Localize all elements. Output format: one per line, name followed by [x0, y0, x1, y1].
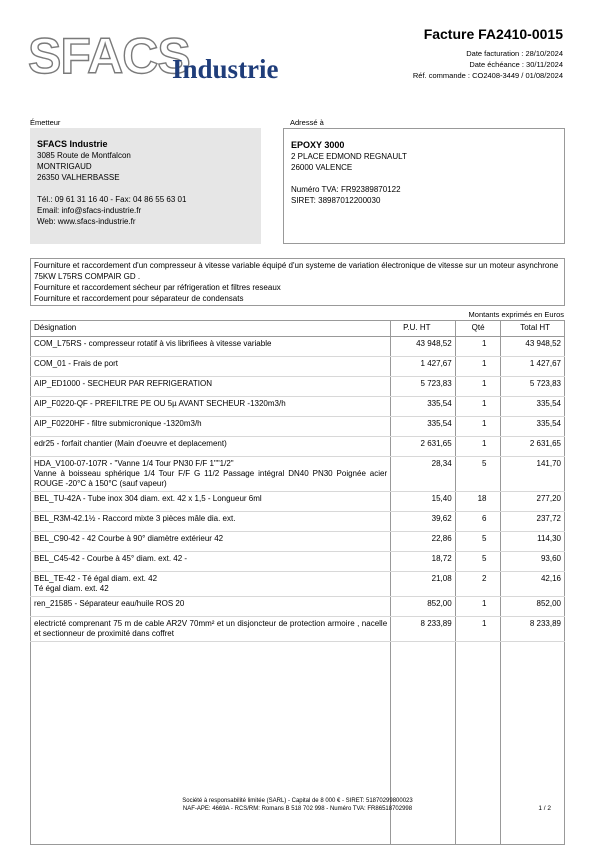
cell-quantity: 1 — [455, 337, 501, 357]
legal-footer — [0, 797, 595, 813]
cell-quantity: 2 — [455, 572, 501, 597]
table-row — [31, 512, 565, 532]
emetteur-box — [30, 128, 261, 244]
cell-quantity: 5 — [455, 532, 501, 552]
invoice-title: Facture FA2410-0015 — [423, 26, 563, 42]
table-row — [31, 492, 565, 512]
destinataire-label: Adressé à — [290, 118, 324, 127]
cell-total: 141,70 — [501, 457, 565, 492]
cell-designation: COM_L75RS - compresseur rotatif à vis librifiees à vitesse variable — [31, 337, 391, 357]
cell-designation: BEL_C90-42 - 42 Courbe à 90° diamètre extérieur 42 — [31, 532, 391, 552]
table-row — [31, 437, 565, 457]
emetteur-name: SFACS Industrie — [37, 139, 108, 149]
cell-unit-price: 39,62 — [391, 512, 456, 532]
table-row — [31, 357, 565, 377]
table-row — [31, 617, 565, 642]
cell-unit-price: 8 233,89 — [391, 617, 456, 642]
table-filler-row — [31, 642, 565, 845]
items-table — [30, 320, 565, 845]
cell-unit-price: 335,54 — [391, 417, 456, 437]
table-row — [31, 552, 565, 572]
cell-total: 93,60 — [501, 552, 565, 572]
cell-quantity: 1 — [455, 357, 501, 377]
cell-designation: BEL_TE-42 - Té égal diam. ext. 42 Té égal diam. ext. 42 — [31, 572, 391, 597]
table-row — [31, 597, 565, 617]
cell-quantity: 1 — [455, 597, 501, 617]
ref-commande: Réf. commande : CO2408-3449 / 01/08/2024 — [412, 71, 563, 80]
table-row — [31, 397, 565, 417]
cell-designation: AIP_F0220-QF - PREFILTRE PE OU 5µ AVANT SECHEUR -1320m3/h — [31, 397, 391, 417]
cell-designation: BEL_C45-42 - Courbe à 45° diam. ext. 42 - — [31, 552, 391, 572]
page-number: 1 / 2 — [538, 805, 551, 812]
cell-total: 237,72 — [501, 512, 565, 532]
cell-designation: COM_01 - Frais de port — [31, 357, 391, 377]
cell-quantity: 1 — [455, 397, 501, 417]
cell-total: 852,00 — [501, 597, 565, 617]
invoice-description — [30, 258, 565, 306]
cell-unit-price: 5 723,83 — [391, 377, 456, 397]
cell-unit-price: 18,72 — [391, 552, 456, 572]
table-row — [31, 457, 565, 492]
cell-quantity: 1 — [455, 437, 501, 457]
cell-designation: AIP_ED1000 - SECHEUR PAR REFRIGERATION — [31, 377, 391, 397]
destinataire-address-1: 2 PLACE EDMOND REGNAULT — [291, 152, 407, 161]
cell-designation: electricté comprenant 75 m de cable AR2V 70mm² et un disjoncteur de protection armoire , nacelle et sectionneur de proximité dans coffret — [31, 617, 391, 642]
header-total: Total HT — [501, 321, 565, 337]
cell-unit-price: 1 427,67 — [391, 357, 456, 377]
description-line-1: Fourniture et raccordement d'un compresseur à vitesse variable équipé d'un systeme de variation électronique de vitesse sur un moteur asynchrone 75KW L75RS COMPAIR GD . — [34, 261, 559, 281]
cell-unit-price: 43 948,52 — [391, 337, 456, 357]
header-designation: Désignation — [31, 321, 391, 337]
emetteur-web: Web: www.sfacs-industrie.fr — [37, 217, 136, 226]
cell-unit-price: 15,40 — [391, 492, 456, 512]
cell-designation: AIP_F0220HF - filtre submicronique -1320m3/h — [31, 417, 391, 437]
cell-unit-price: 28,34 — [391, 457, 456, 492]
table-row — [31, 572, 565, 597]
description-line-3: Fourniture et raccordement pour séparateur de condensats — [34, 294, 244, 303]
cell-designation: edr25 - forfait chantier (Main d'oeuvre et deplacement) — [31, 437, 391, 457]
cell-unit-price: 335,54 — [391, 397, 456, 417]
filler-cell — [391, 642, 456, 845]
table-row — [31, 532, 565, 552]
cell-total: 335,54 — [501, 417, 565, 437]
emetteur-phone: Tél.: 09 61 31 16 40 - Fax: 04 86 55 63 01 — [37, 195, 187, 204]
table-row — [31, 377, 565, 397]
cell-quantity: 1 — [455, 617, 501, 642]
destinataire-tva: Numéro TVA: FR92389870122 — [291, 185, 401, 194]
cell-total: 43 948,52 — [501, 337, 565, 357]
cell-unit-price: 22,86 — [391, 532, 456, 552]
emetteur-email: Email: info@sfacs-industrie.fr — [37, 206, 142, 215]
destinataire-name: EPOXY 3000 — [291, 140, 345, 150]
cell-designation: ren_21585 - Séparateur eau/huile ROS 20 — [31, 597, 391, 617]
cell-quantity: 18 — [455, 492, 501, 512]
header-qte: Qté — [455, 321, 501, 337]
cell-total: 2 631,65 — [501, 437, 565, 457]
footer-line-1: Société à responsabilité limitée (SARL) - Capital de 8 000 € - SIRET: 51870299800023 — [182, 798, 413, 804]
filler-cell — [31, 642, 391, 845]
cell-total: 42,16 — [501, 572, 565, 597]
emetteur-label: Émetteur — [30, 118, 61, 127]
cell-quantity: 6 — [455, 512, 501, 532]
filler-cell — [455, 642, 501, 845]
cell-total: 277,20 — [501, 492, 565, 512]
cell-total: 8 233,89 — [501, 617, 565, 642]
invoice-meta — [413, 48, 563, 81]
emetteur-spacer — [37, 183, 254, 194]
date-echeance: Date échéance : 30/11/2024 — [469, 60, 563, 69]
cell-quantity: 1 — [455, 417, 501, 437]
table-header-row — [31, 321, 565, 337]
emetteur-address-2: MONTRIGAUD — [37, 162, 92, 171]
logo-sub-text: Industrie — [172, 54, 279, 84]
header-pu: P.U. HT — [391, 321, 456, 337]
cell-unit-price: 2 631,65 — [391, 437, 456, 457]
description-line-2: Fourniture et raccordement sécheur par réfrigeration et filtres reseaux — [34, 283, 281, 292]
cell-quantity: 1 — [455, 377, 501, 397]
emetteur-address-3: 26350 VALHERBASSE — [37, 173, 120, 182]
destinataire-box — [283, 128, 565, 244]
cell-quantity: 5 — [455, 457, 501, 492]
cell-designation: HDA_V100-07-107R - "Vanne 1/4 Tour PN30 F/F 1""1/2" Vanne à boisseau sphérique 1/4 Tour F/F G 11/2 Passage intégral DN40 PN30 Poignée acier ROUGE -20°C à 150°C (sauf vapeur) — [31, 457, 391, 492]
cell-unit-price: 852,00 — [391, 597, 456, 617]
destinataire-siret: SIRET: 38987012200030 — [291, 196, 381, 205]
currency-note: Montants exprimés en Euros — [468, 310, 564, 319]
cell-unit-price: 21,08 — [391, 572, 456, 597]
company-logo — [28, 30, 288, 86]
footer-line-2: NAF-APE: 4669A - RCS/RM: Romans B 518 702 998 - Numéro TVA: FR86518702998 — [182, 806, 413, 812]
cell-total: 5 723,83 — [501, 377, 565, 397]
cell-total: 335,54 — [501, 397, 565, 417]
cell-quantity: 5 — [455, 552, 501, 572]
table-row — [31, 337, 565, 357]
cell-designation: BEL_R3M-42.1½ - Raccord mixte 3 pièces mâle dia. ext. — [31, 512, 391, 532]
table-row — [31, 417, 565, 437]
logo-main-text: SFACS — [28, 28, 190, 84]
cell-total: 114,30 — [501, 532, 565, 552]
destinataire-spacer — [291, 173, 557, 184]
emetteur-address-1: 3085 Route de Montfalcon — [37, 151, 131, 160]
date-facturation: Date facturation : 28/10/2024 — [466, 49, 563, 58]
cell-total: 1 427,67 — [501, 357, 565, 377]
cell-designation: BEL_TU-42A - Tube inox 304 diam. ext. 42 x 1,5 - Longueur 6ml — [31, 492, 391, 512]
destinataire-address-2: 26000 VALENCE — [291, 163, 353, 172]
filler-cell — [501, 642, 565, 845]
